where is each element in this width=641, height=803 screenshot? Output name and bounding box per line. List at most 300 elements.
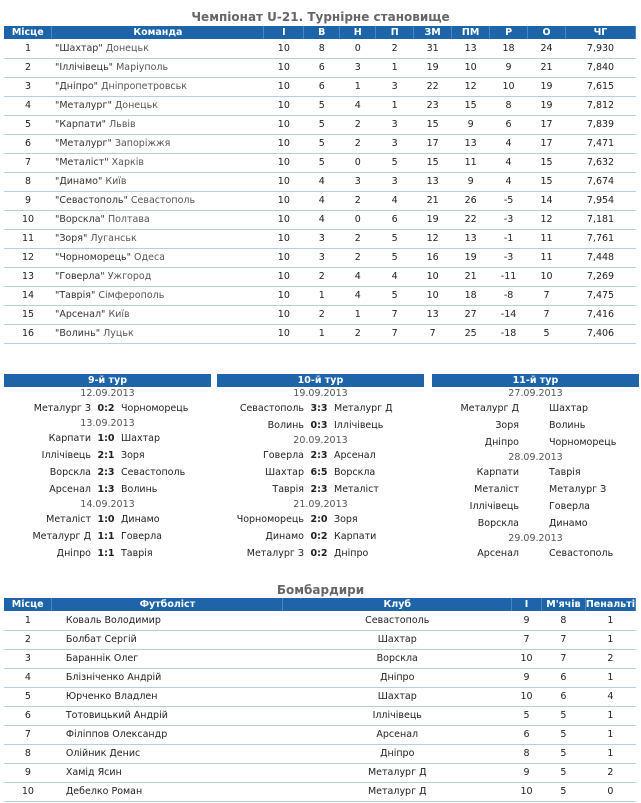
scorer-games: 8 <box>512 744 542 763</box>
standings-header-cell: ПМ <box>452 26 490 39</box>
team-city: Луцьк <box>103 328 134 339</box>
match-row <box>4 464 211 481</box>
match-away-team: Таврія <box>121 548 153 559</box>
standings-row <box>4 267 636 286</box>
scorer-club: Севастополь <box>283 611 512 630</box>
match-score <box>522 400 546 417</box>
standings-team <box>52 267 264 286</box>
standings-cell-pts: 17 <box>528 134 566 153</box>
standings-cell-d: 2 <box>340 191 376 210</box>
standings-cell-ga: 26 <box>452 191 490 210</box>
standings-cell-ga: 11 <box>452 153 490 172</box>
match-score: 2:1 <box>97 450 115 461</box>
scorer-club: Ворскла <box>283 649 512 668</box>
team-city: Луганськ <box>90 233 137 244</box>
standings-cell-d: 4 <box>340 96 376 115</box>
scorers-header-cell: І <box>512 598 542 611</box>
match-row <box>217 447 424 464</box>
standings-row <box>4 248 636 267</box>
standings-cell-d: 2 <box>340 248 376 267</box>
standings-cell-l: 1 <box>376 58 414 77</box>
team-name: "Говерла" <box>54 271 105 282</box>
standings-cell-gf: 12 <box>414 229 452 248</box>
standings-cell-ga: 27 <box>452 305 490 324</box>
standings-cell-cg: 7,471 <box>566 134 636 153</box>
standings-cell-l: 7 <box>376 305 414 324</box>
scorer-name: Коваль Володимир <box>52 611 283 630</box>
standings-cell-l: 5 <box>376 286 414 305</box>
standings-position: 15 <box>4 305 52 324</box>
round-11-block <box>432 374 639 562</box>
standings-cell-l: 6 <box>376 210 414 229</box>
standings-cell-ga: 10 <box>452 58 490 77</box>
match-away-team: Зоря <box>334 514 358 525</box>
standings-cell-pts: 15 <box>528 172 566 191</box>
scorer-club: Арсенал <box>283 725 512 744</box>
standings-position: 1 <box>4 39 52 58</box>
standings-cell-cg: 7,416 <box>566 305 636 324</box>
standings-cell-gd: -8 <box>490 286 528 305</box>
match-away-team: Іллічівець <box>334 420 384 431</box>
standings-cell-w: 1 <box>304 324 340 343</box>
standings-cell-pts: 7 <box>528 305 566 324</box>
standings-cell-i: 10 <box>264 77 304 96</box>
match-score: 3:3 <box>310 403 328 414</box>
standings-position: 12 <box>4 248 52 267</box>
match-date: 20.09.2013 <box>293 435 348 446</box>
match-home-team: Чорноморець <box>236 514 304 525</box>
team-city: Севастополь <box>130 195 196 206</box>
standings-row <box>4 58 636 77</box>
match-score: 2:0 <box>310 514 328 525</box>
standings-position: 16 <box>4 324 52 343</box>
team-city: Ужгород <box>107 271 152 282</box>
standings-cell-i: 10 <box>264 115 304 134</box>
standings-cell-i: 10 <box>264 172 304 191</box>
standings-team <box>52 248 264 267</box>
match-row <box>4 511 211 528</box>
standings-cell-l: 2 <box>376 39 414 58</box>
scorer-club: Дніпро <box>283 668 512 687</box>
standings-cell-i: 10 <box>264 229 304 248</box>
match-away-team: Чорноморець <box>549 437 617 448</box>
scorer-position: 7 <box>4 725 52 744</box>
standings-row <box>4 286 636 305</box>
team-name: "Чорноморець" <box>54 252 132 263</box>
team-city: Сімферополь <box>98 290 165 301</box>
scorer-club: Шахтар <box>283 630 512 649</box>
standings-cell-i: 10 <box>264 286 304 305</box>
scorer-club: Дніпро <box>283 744 512 763</box>
standings-cell-d: 3 <box>340 58 376 77</box>
match-row <box>432 498 639 515</box>
standings-header-cell: В <box>304 26 340 39</box>
match-score <box>522 417 546 434</box>
match-home-team: Іллічівець <box>469 501 519 512</box>
standings-cell-gd: 4 <box>490 153 528 172</box>
standings-cell-w: 2 <box>304 305 340 324</box>
standings-cell-i: 10 <box>264 324 304 343</box>
match-home-team: Іллічівець <box>41 450 91 461</box>
team-name: "Арсенал" <box>54 309 106 320</box>
match-row <box>217 511 424 528</box>
standings-cell-ga: 19 <box>452 248 490 267</box>
standings-cell-gf: 10 <box>414 286 452 305</box>
standings-cell-ga: 21 <box>452 267 490 286</box>
standings-cell-l: 1 <box>376 96 414 115</box>
standings-header-cell: І <box>264 26 304 39</box>
scorer-goals: 5 <box>541 706 585 725</box>
standings-cell-l: 3 <box>376 115 414 134</box>
scorer-games: 6 <box>512 725 542 744</box>
match-away-team: Металіст <box>334 484 379 495</box>
standings-cell-gf: 19 <box>414 58 452 77</box>
scorers-row <box>4 706 636 725</box>
match-home-team: Севастополь <box>239 403 304 414</box>
standings-cell-w: 1 <box>304 286 340 305</box>
standings-cell-w: 4 <box>304 210 340 229</box>
match-row <box>4 528 211 545</box>
standings-cell-w: 3 <box>304 248 340 267</box>
match-date: 21.09.2013 <box>293 499 348 510</box>
team-name: "Металіст" <box>54 157 109 168</box>
match-away-team: Арсенал <box>334 450 376 461</box>
standings-cell-gf: 23 <box>414 96 452 115</box>
standings-position: 7 <box>4 153 52 172</box>
standings-cell-i: 10 <box>264 191 304 210</box>
standings-team <box>52 210 264 229</box>
match-away-team: Говерла <box>549 501 590 512</box>
match-away-team: Волинь <box>121 484 158 495</box>
match-row <box>217 400 424 417</box>
standings-cell-gd: -3 <box>490 210 528 229</box>
standings-cell-gd: -14 <box>490 305 528 324</box>
standings-cell-cg: 7,448 <box>566 248 636 267</box>
standings-header-cell: ЧГ <box>566 26 636 39</box>
standings-cell-gf: 17 <box>414 134 452 153</box>
team-city: Одеса <box>134 252 165 263</box>
standings-team <box>52 305 264 324</box>
standings-cell-ga: 22 <box>452 210 490 229</box>
team-name: "Дніпро" <box>54 81 99 92</box>
match-away-team: Зоря <box>121 450 145 461</box>
match-home-team: Металіст <box>474 484 519 495</box>
match-score: 1:3 <box>97 484 115 495</box>
standings-cell-gf: 13 <box>414 305 452 324</box>
scorer-position: 2 <box>4 630 52 649</box>
match-date: 27.09.2013 <box>508 388 563 399</box>
standings-cell-pts: 10 <box>528 267 566 286</box>
standings-cell-ga: 18 <box>452 286 490 305</box>
scorers-header-cell: М'ячів <box>541 598 585 611</box>
scorer-goals: 7 <box>541 630 585 649</box>
standings-cell-gf: 31 <box>414 39 452 58</box>
match-home-team: Динамо <box>265 531 304 542</box>
standings-team <box>52 115 264 134</box>
standings-cell-w: 2 <box>304 267 340 286</box>
standings-cell-cg: 7,269 <box>566 267 636 286</box>
team-name: "Севастополь" <box>54 195 128 206</box>
standings-cell-gf: 21 <box>414 191 452 210</box>
standings-cell-d: 1 <box>340 305 376 324</box>
standings-row <box>4 153 636 172</box>
team-name: "Ворскла" <box>54 214 105 225</box>
match-date: 29.09.2013 <box>508 533 563 544</box>
match-score <box>522 498 546 515</box>
scorers-row <box>4 649 636 668</box>
team-city: Полтава <box>107 214 150 225</box>
match-score: 0:2 <box>310 531 328 542</box>
scorer-penalties: 2 <box>585 649 635 668</box>
standings-row <box>4 77 636 96</box>
match-home-team: Металург Д <box>32 531 91 542</box>
scorers-row <box>4 611 636 630</box>
standings-cell-ga: 9 <box>452 115 490 134</box>
scorer-name: Філіппов Олександр <box>52 725 283 744</box>
standings-cell-pts: 12 <box>528 210 566 229</box>
standings-cell-cg: 7,840 <box>566 58 636 77</box>
scorers-row <box>4 782 636 801</box>
standings-cell-i: 10 <box>264 58 304 77</box>
standings-cell-pts: 19 <box>528 77 566 96</box>
scorers-row <box>4 687 636 706</box>
standings-cell-pts: 5 <box>528 324 566 343</box>
standings-header-cell: Р <box>490 26 528 39</box>
standings-cell-cg: 7,930 <box>566 39 636 58</box>
match-score <box>522 515 546 532</box>
scorers-row <box>4 668 636 687</box>
standings-cell-w: 6 <box>304 77 340 96</box>
standings-cell-i: 10 <box>264 153 304 172</box>
match-away-team: Волинь <box>549 420 586 431</box>
standings-cell-cg: 7,406 <box>566 324 636 343</box>
match-home-team: Дніпро <box>56 548 91 559</box>
standings-cell-i: 10 <box>264 248 304 267</box>
standings-cell-d: 2 <box>340 115 376 134</box>
standings-cell-cg: 7,761 <box>566 229 636 248</box>
scorers-row <box>4 630 636 649</box>
team-name: "Волинь" <box>54 328 101 339</box>
standings-cell-ga: 9 <box>452 172 490 191</box>
scorer-position: 3 <box>4 649 52 668</box>
team-city: Дніпропетровськ <box>101 81 187 92</box>
standings-cell-w: 8 <box>304 39 340 58</box>
scorer-games: 9 <box>512 668 542 687</box>
standings-cell-pts: 11 <box>528 248 566 267</box>
standings-header-cell: Н <box>340 26 376 39</box>
standings-cell-cg: 7,475 <box>566 286 636 305</box>
standings-cell-pts: 24 <box>528 39 566 58</box>
match-home-team: Шахтар <box>265 467 304 478</box>
standings-team <box>52 96 264 115</box>
scorer-name: Дебелко Роман <box>52 782 283 801</box>
standings-position: 10 <box>4 210 52 229</box>
match-score: 1:0 <box>97 514 115 525</box>
match-date: 28.09.2013 <box>508 452 563 463</box>
scorer-games: 7 <box>512 630 542 649</box>
standings-cell-l: 5 <box>376 248 414 267</box>
standings-cell-pts: 19 <box>528 96 566 115</box>
match-score: 6:5 <box>310 467 328 478</box>
match-row <box>4 400 211 417</box>
standings-cell-gf: 10 <box>414 267 452 286</box>
match-score: 0:2 <box>310 548 328 559</box>
standings-position: 4 <box>4 96 52 115</box>
standings-cell-cg: 7,615 <box>566 77 636 96</box>
standings-cell-pts: 17 <box>528 115 566 134</box>
standings-cell-l: 3 <box>376 134 414 153</box>
team-name: "Іллічівець" <box>54 62 114 73</box>
scorer-games: 10 <box>512 687 542 706</box>
scorers-header-cell: Клуб <box>283 598 512 611</box>
scorer-position: 5 <box>4 687 52 706</box>
match-away-team: Ворскла <box>334 467 376 478</box>
standings-row <box>4 39 636 58</box>
standings-cell-pts: 21 <box>528 58 566 77</box>
standings-cell-d: 0 <box>340 153 376 172</box>
round-9-block <box>4 374 211 562</box>
match-home-team: Металіст <box>46 514 91 525</box>
standings-cell-d: 0 <box>340 210 376 229</box>
standings-cell-gf: 22 <box>414 77 452 96</box>
standings-row <box>4 229 636 248</box>
scorer-goals: 8 <box>541 611 585 630</box>
match-row <box>217 528 424 545</box>
standings-team <box>52 153 264 172</box>
scorers-header-row <box>4 598 636 611</box>
team-city: Донецьк <box>114 100 158 111</box>
match-date: 14.09.2013 <box>80 499 135 510</box>
match-away-team: Таврія <box>549 467 581 478</box>
match-away-team: Металург З <box>549 484 607 495</box>
standings-cell-gf: 16 <box>414 248 452 267</box>
match-away-team: Динамо <box>121 514 160 525</box>
match-home-team: Арсенал <box>477 548 519 559</box>
standings-cell-i: 10 <box>264 96 304 115</box>
standings-cell-gd: 10 <box>490 77 528 96</box>
match-away-team: Карпати <box>334 531 377 542</box>
standings-cell-d: 1 <box>340 77 376 96</box>
match-row <box>432 417 639 434</box>
match-row <box>217 481 424 498</box>
match-score: 2:3 <box>310 450 328 461</box>
team-city: Київ <box>108 309 130 320</box>
round-header: 9-й тур <box>4 374 211 387</box>
scorer-penalties: 1 <box>585 630 635 649</box>
scorer-club: Металург Д <box>283 782 512 801</box>
match-home-team: Арсенал <box>49 484 91 495</box>
standings-position: 9 <box>4 191 52 210</box>
team-city: Харків <box>111 157 144 168</box>
standings-team <box>52 286 264 305</box>
match-score: 2:3 <box>310 484 328 495</box>
team-city: Маріуполь <box>116 62 169 73</box>
match-away-team: Севастополь <box>549 548 614 559</box>
standings-cell-gf: 7 <box>414 324 452 343</box>
scorer-name: Хамід Ясин <box>52 763 283 782</box>
standings-cell-w: 5 <box>304 153 340 172</box>
scorer-position: 10 <box>4 782 52 801</box>
standings-cell-cg: 7,954 <box>566 191 636 210</box>
scorer-games: 10 <box>512 782 542 801</box>
standings-row <box>4 191 636 210</box>
match-away-team: Динамо <box>549 518 588 529</box>
standings-cell-gd: 4 <box>490 172 528 191</box>
team-city: Львів <box>109 119 136 130</box>
match-row <box>432 464 639 481</box>
standings-header-cell: ЗМ <box>414 26 452 39</box>
match-home-team: Ворскла <box>49 467 91 478</box>
scorer-name: Бараннік Олег <box>52 649 283 668</box>
match-date: 19.09.2013 <box>293 388 348 399</box>
match-row <box>217 464 424 481</box>
standings-cell-l: 5 <box>376 229 414 248</box>
scorer-name: Болбат Сергій <box>52 630 283 649</box>
scorer-club: Металург Д <box>283 763 512 782</box>
standings-cell-ga: 15 <box>452 96 490 115</box>
standings-cell-ga: 13 <box>452 134 490 153</box>
scorer-games: 10 <box>512 649 542 668</box>
scorer-position: 4 <box>4 668 52 687</box>
standings-header-cell: Команда <box>52 26 264 39</box>
standings-cell-gf: 15 <box>414 115 452 134</box>
scorer-penalties: 1 <box>585 668 635 687</box>
scorer-club: Шахтар <box>283 687 512 706</box>
scorer-position: 8 <box>4 744 52 763</box>
standings-cell-ga: 12 <box>452 77 490 96</box>
standings-header-cell: О <box>528 26 566 39</box>
standings-cell-w: 3 <box>304 229 340 248</box>
standings-team <box>52 229 264 248</box>
standings-header-cell: П <box>376 26 414 39</box>
match-home-team: Ворскла <box>477 518 519 529</box>
standings-position: 6 <box>4 134 52 153</box>
standings-position: 14 <box>4 286 52 305</box>
match-score <box>522 481 546 498</box>
standings-cell-cg: 7,181 <box>566 210 636 229</box>
standings-cell-ga: 25 <box>452 324 490 343</box>
standings-team <box>52 134 264 153</box>
match-row <box>217 417 424 434</box>
standings-row <box>4 210 636 229</box>
standings-cell-cg: 7,674 <box>566 172 636 191</box>
standings-position: 13 <box>4 267 52 286</box>
scorer-games: 9 <box>512 763 542 782</box>
team-city: Київ <box>105 176 127 187</box>
match-away-team: Говерла <box>121 531 162 542</box>
standings-position: 5 <box>4 115 52 134</box>
team-name: "Шахтар" <box>54 42 103 54</box>
match-home-team: Металург З <box>33 403 91 414</box>
standings-cell-d: 2 <box>340 324 376 343</box>
match-away-team: Дніпро <box>334 548 369 559</box>
standings-team <box>52 39 264 58</box>
team-name: "Металург" <box>54 138 112 149</box>
team-name: "Карпати" <box>54 119 107 130</box>
standings-cell-d: 3 <box>340 172 376 191</box>
match-home-team: Говерла <box>263 450 304 461</box>
match-row <box>432 434 639 451</box>
match-row <box>4 447 211 464</box>
scorer-goals: 5 <box>541 763 585 782</box>
scorer-goals: 5 <box>541 725 585 744</box>
standings-cell-i: 10 <box>264 39 304 58</box>
match-score <box>522 464 546 481</box>
scorer-penalties: 0 <box>585 782 635 801</box>
match-away-team: Металург Д <box>334 403 393 414</box>
standings-cell-gf: 19 <box>414 210 452 229</box>
standings-cell-l: 5 <box>376 153 414 172</box>
